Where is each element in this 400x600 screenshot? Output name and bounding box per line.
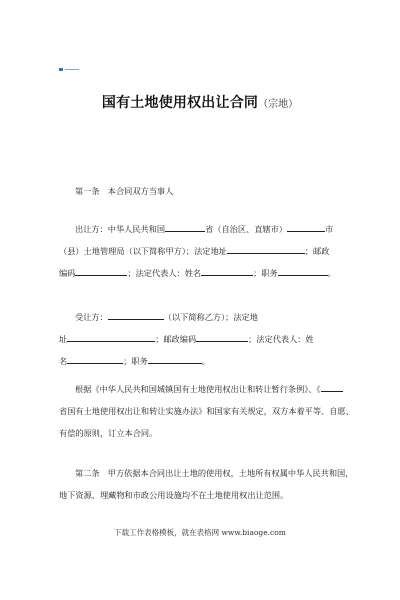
basis-paragraph: [59, 378, 359, 444]
representative-name-blank[interactable]: [201, 267, 253, 276]
transferee-postal-label: ；邮政编码: [155, 334, 197, 344]
city-label: 市: [324, 224, 334, 234]
party-a-paragraph: [59, 218, 359, 284]
article2-line-1: 第二条 甲方依据本合同出让土地的使用权，土地所有权属中华人民共和国，: [75, 468, 354, 478]
address-suffix-label: 址: [59, 334, 68, 344]
document-subtitle: （宗地）: [258, 99, 299, 110]
transferee-position-blank[interactable]: [148, 355, 202, 364]
logo-square-icon: [59, 68, 63, 71]
transferee-position-label: ；职务: [123, 356, 148, 366]
position-blank[interactable]: [278, 267, 328, 276]
legal-address-label: （县）土地管理局（以下简称甲方）；法定地址: [59, 246, 227, 256]
province-regulation-blank[interactable]: [321, 383, 343, 392]
transferee-address-blank[interactable]: [67, 333, 155, 342]
city-blank[interactable]: [287, 223, 325, 232]
party-b-paragraph: [59, 306, 359, 372]
party-a-line-3: [59, 262, 359, 284]
representative-name-label: ；法定代表人：姓名: [127, 268, 202, 278]
logo-line-icon: [65, 69, 79, 70]
document-title-block: [0, 92, 400, 112]
basis-line-1: [59, 378, 359, 400]
position-label: ；职务: [253, 268, 278, 278]
page-footer: 下载工作表格模板，就在表格网 www.biaoge.com: [114, 528, 286, 537]
period-mark: 。: [201, 356, 210, 366]
transferee-postal-blank[interactable]: [196, 333, 248, 342]
transferee-rep-name-blank[interactable]: [67, 355, 123, 364]
basis-line-3: 有偿的原则，订立本合同。: [59, 428, 158, 438]
party-b-line-1: [59, 306, 359, 328]
postal-label: ；邮政: [304, 246, 330, 256]
postal-code-blank[interactable]: [75, 267, 127, 276]
legal-address-blank[interactable]: [227, 245, 305, 254]
party-a-label: 出让方：中华人民共和国: [75, 224, 166, 234]
document-title: 国有土地使用权出让合同: [101, 95, 259, 111]
province-label: 省（自治区、直辖市）: [205, 224, 287, 234]
transferee-representative-label: ；法定代表人：姓: [248, 334, 314, 344]
header-logo-mark: [59, 68, 79, 71]
article2-line-2: 地下资源、埋藏物和市政公用设施均不在土地使用权出让范围。: [59, 490, 289, 500]
party-b-label: 受让方：: [75, 312, 108, 322]
party-b-line-3: [59, 350, 359, 372]
basis-line-2: 省国有土地使用权出让和转让实施办法》和国家有关规定，双方本着平等、自愿、: [59, 406, 354, 416]
transferee-name-blank[interactable]: [108, 311, 164, 320]
transferee-address-label: （以下简称乙方）；法定地: [163, 312, 258, 322]
regulation-reference: 根据《中华人民共和国城镇国有土地使用权出让和转让暂行条例》、《: [75, 384, 321, 394]
province-blank[interactable]: [165, 223, 205, 232]
article1-heading: 第一条 本合同双方当事人: [75, 186, 174, 196]
party-a-line-2: [59, 240, 359, 262]
article2-paragraph: [59, 462, 359, 506]
party-a-line-1: [59, 218, 359, 240]
party-b-line-2: [59, 328, 359, 350]
name-suffix-label: 名: [59, 356, 68, 366]
period-mark: 。: [327, 268, 336, 278]
article1-heading-paragraph: [59, 180, 359, 202]
postal-code-label: 编码: [59, 268, 76, 278]
